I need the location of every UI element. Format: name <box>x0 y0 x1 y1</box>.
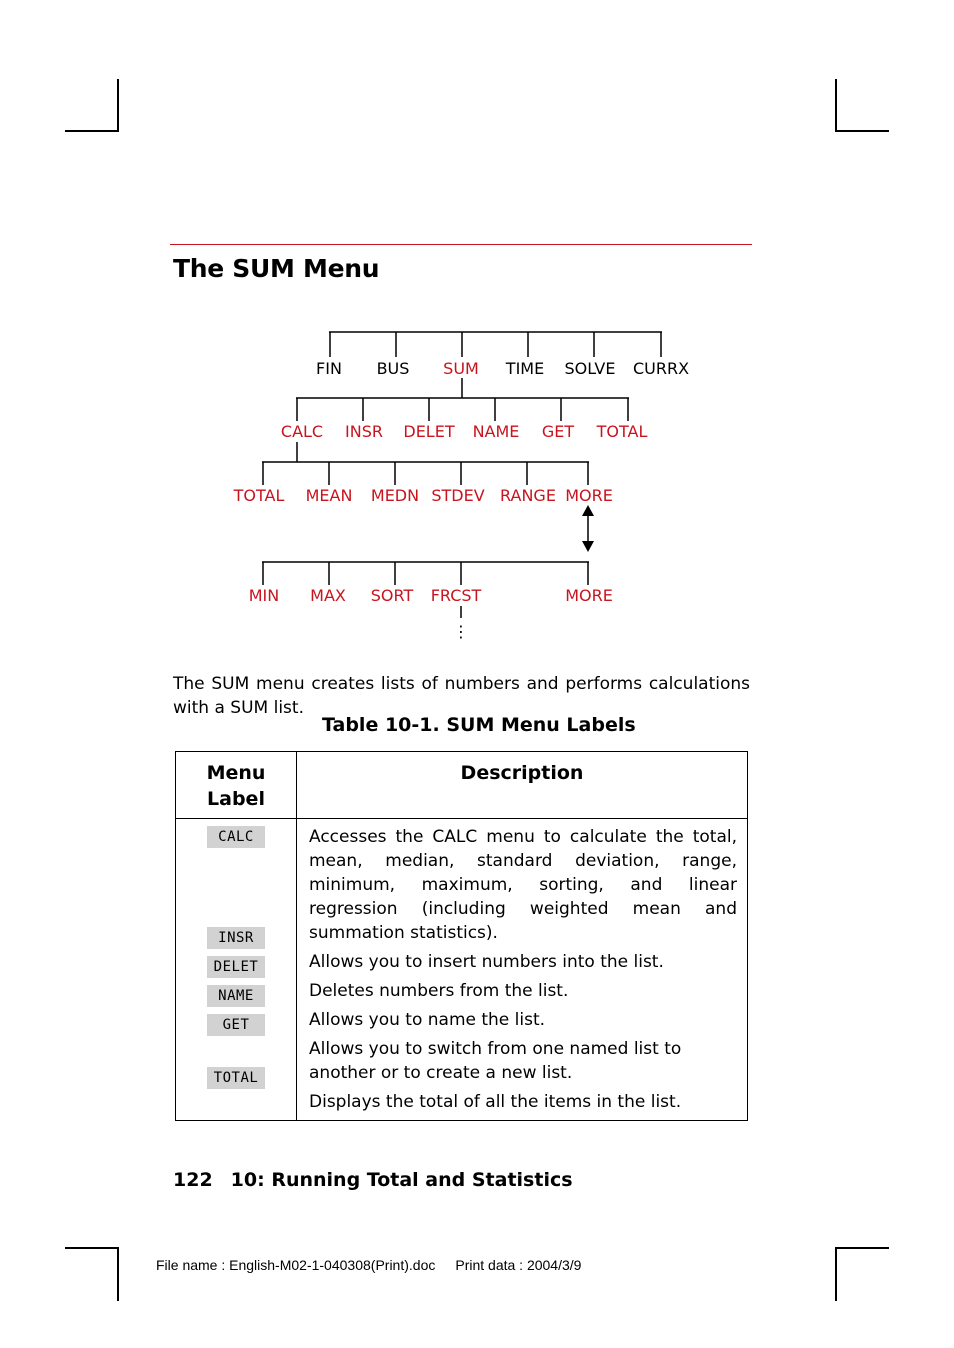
description-column <box>297 819 748 1121</box>
tree-label-sort: SORT <box>370 586 414 605</box>
crop-mark-bottom-right-v <box>835 1247 837 1301</box>
page-footer <box>173 1169 573 1191</box>
print-file-info <box>156 1257 581 1273</box>
intro-paragraph: The SUM menu creates lists of numbers and performs calculations with a SUM list. <box>173 674 750 718</box>
desc-insr: Allows you to insert numbers into the list. <box>309 952 664 972</box>
tree-label-total: TOTAL <box>596 422 648 441</box>
tree-label-bus: BUS <box>376 359 410 378</box>
table-header-row <box>176 752 748 819</box>
desc-total: Displays the total of all the items in the list. <box>309 1092 682 1112</box>
menu-tree-diagram <box>0 0 954 660</box>
tree-label-calc: CALC <box>280 422 324 441</box>
desc-get: Allows you to switch from one named list to another or to create a new list. <box>309 1039 682 1083</box>
tree-label-time: TIME <box>505 359 545 378</box>
tree-label-medn: MEDN <box>370 486 420 505</box>
tree-label-more: MORE <box>565 486 613 505</box>
crop-mark-bottom-left-h <box>65 1247 119 1249</box>
tree-label-currx: CURRX <box>632 359 690 378</box>
sum-menu-labels-table <box>175 751 748 1121</box>
tree-label-name: NAME <box>472 422 520 441</box>
header-menu-label <box>176 752 297 819</box>
key-delet: DELET <box>207 956 265 978</box>
arrow-up-icon <box>582 505 594 516</box>
desc-delet: Deletes numbers from the list. <box>309 981 569 1001</box>
crop-mark-bottom-right-h <box>835 1247 889 1249</box>
menu-key-column <box>176 819 297 1121</box>
tree-label-mean: MEAN <box>305 486 353 505</box>
tree-label-frcst: FRCST <box>430 586 482 605</box>
tree-label-more-2: MORE <box>565 586 613 605</box>
header-description: Description <box>297 752 748 819</box>
key-calc: CALC <box>207 826 265 848</box>
chapter-title: 10: Running Total and Statistics <box>230 1169 573 1191</box>
tree-label-delet: DELET <box>403 422 455 441</box>
table-caption: Table 10-1. SUM Menu Labels <box>322 714 636 736</box>
tree-label-sum: SUM <box>443 359 479 378</box>
tree-label-max: MAX <box>310 586 346 605</box>
desc-name: Allows you to name the list. <box>309 1010 546 1030</box>
key-get: GET <box>207 1014 265 1036</box>
crop-mark-bottom-left-v <box>117 1247 119 1301</box>
key-insr: INSR <box>207 927 265 949</box>
file-name: File name : English-M02-1-040308(Print).doc <box>156 1257 436 1273</box>
tree-label-fin: FIN <box>316 359 342 378</box>
key-total: TOTAL <box>207 1067 265 1089</box>
tree-label-min: MIN <box>248 586 280 605</box>
tree-label-insr: INSR <box>345 422 383 441</box>
tree-continuation-dots: ⋮ <box>453 622 469 641</box>
page-number: 122 <box>173 1169 213 1191</box>
tree-label-get: GET <box>541 422 575 441</box>
desc-calc: Accesses the CALC menu to calculate the total, mean, median, standard deviation, range, minimum, maximum, sorting, and linear regression (including weighted mean and summation statistics). <box>309 827 737 943</box>
section-title: The SUM Menu <box>173 254 380 283</box>
tree-label-total-calc: TOTAL <box>233 486 285 505</box>
tree-label-solve: SOLVE <box>564 359 616 378</box>
arrow-down-icon <box>582 541 594 552</box>
print-date: Print data : 2004/3/9 <box>455 1257 582 1273</box>
key-name: NAME <box>207 985 265 1007</box>
header-menu-line2: Label <box>207 788 265 810</box>
table-body-row <box>176 819 748 1121</box>
tree-label-stdev: STDEV <box>431 486 485 505</box>
tree-label-range: RANGE <box>500 486 556 505</box>
header-menu-line1: Menu <box>206 762 266 784</box>
